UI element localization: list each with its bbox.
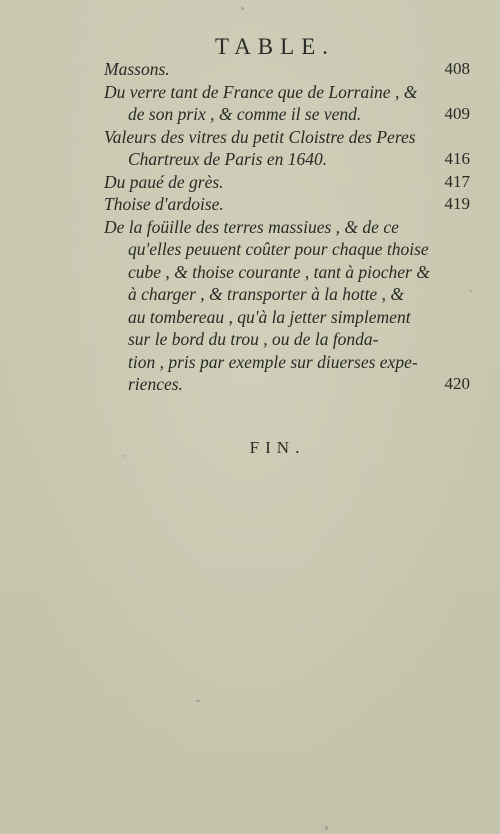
toc-entry-text: Du paué de grès.	[104, 171, 224, 192]
toc-entry-text: Chartreux de Paris en 1640.	[128, 149, 328, 169]
toc-entry	[104, 81, 476, 126]
toc-entry-text: sur le bord du trou , ou de la fonda-	[128, 329, 379, 349]
toc-page-number: 416	[444, 149, 470, 168]
toc-entry-text: tion , pris par exemple sur diuerses expe-	[128, 351, 418, 372]
paper-speck	[241, 7, 244, 10]
toc-entry	[104, 58, 476, 81]
toc-page-number: 417	[444, 171, 470, 191]
toc-entry-text: à charger , & transporter à la hotte , &	[128, 284, 404, 304]
toc-entry	[104, 193, 476, 216]
toc-entry-text: au tombereau , qu'à la jetter simplement	[128, 306, 411, 327]
toc-entry-text: cube , & thoise courante , tant à piocher &	[128, 261, 430, 282]
toc-entry-text: Du verre tant de France que de Lorraine , &	[104, 81, 418, 102]
toc-entry-text: de son prix , & comme il se vend.	[128, 104, 362, 124]
paper-speck	[470, 290, 472, 292]
paper-speck	[196, 700, 200, 702]
toc-page-number: 419	[444, 194, 470, 213]
toc-entry	[104, 126, 476, 171]
paper-speck	[122, 455, 124, 457]
toc-page-number: 409	[444, 104, 470, 123]
end-mark: FIN.	[249, 438, 306, 457]
table-of-contents	[104, 58, 476, 396]
toc-page-number: 408	[444, 59, 470, 78]
toc-entry-text: Valeurs des vitres du petit Cloistre des Peres	[104, 126, 416, 147]
toc-entry	[104, 216, 476, 396]
paper-speck	[325, 826, 328, 830]
toc-entry	[104, 171, 476, 194]
toc-entry-text: De la foüille des terres massiues , & de ce	[104, 216, 399, 237]
toc-entry-text: Massons.	[104, 59, 170, 79]
toc-entry-text: Thoise d'ardoise.	[104, 194, 224, 214]
page-title: TABLE.	[214, 34, 335, 59]
toc-page-number: 420	[444, 374, 470, 393]
toc-entry-text: qu'elles peuuent coûter pour chaque thoise	[128, 239, 429, 259]
toc-entry-text: riences.	[128, 374, 183, 394]
